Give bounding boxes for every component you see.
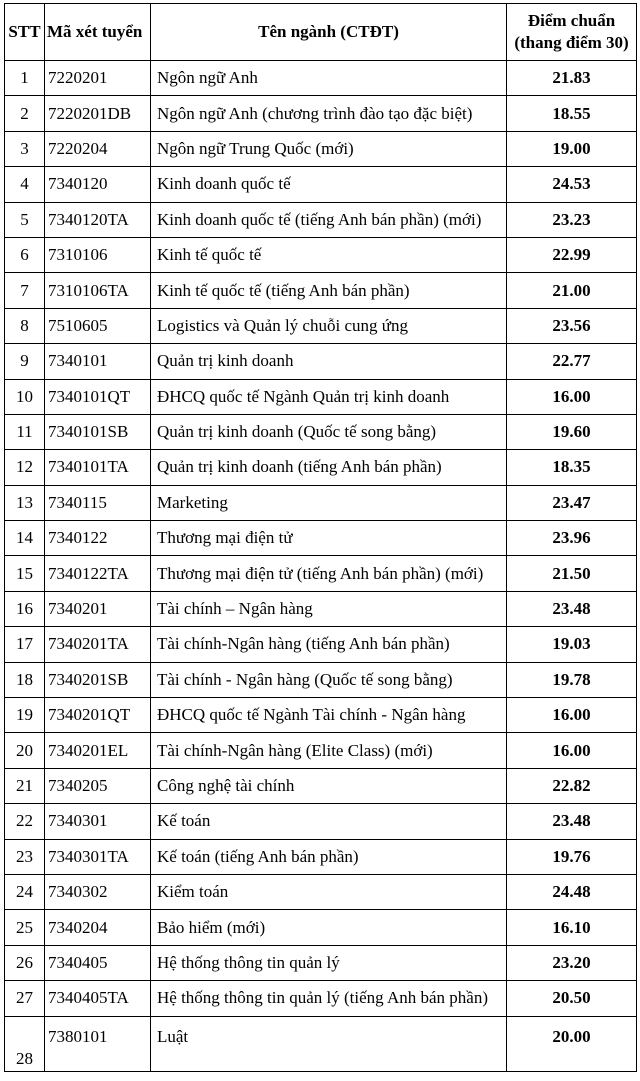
table-row xyxy=(5,308,637,343)
cell-code: 7340122TA xyxy=(45,556,151,591)
cell-name: Hệ thống thông tin quản lý (tiếng Anh bán phần) xyxy=(151,981,507,1016)
cell-name: Kiểm toán xyxy=(151,874,507,909)
cell-stt: 25 xyxy=(5,910,45,945)
cell-code: 7510605 xyxy=(45,308,151,343)
cell-name: Ngôn ngữ Anh (chương trình đào tạo đặc biệt) xyxy=(151,96,507,131)
table-row xyxy=(5,414,637,449)
cell-code: 7380101 xyxy=(45,1016,151,1071)
cell-name: Kinh tế quốc tế xyxy=(151,237,507,272)
cell-score: 23.56 xyxy=(507,308,637,343)
cell-name: Bảo hiểm (mới) xyxy=(151,910,507,945)
cell-code: 7310106 xyxy=(45,237,151,272)
cell-score: 16.00 xyxy=(507,379,637,414)
cell-stt: 17 xyxy=(5,627,45,662)
cell-stt: 27 xyxy=(5,981,45,1016)
cell-score: 16.00 xyxy=(507,698,637,733)
cell-code: 7310106TA xyxy=(45,273,151,308)
table-row xyxy=(5,485,637,520)
cell-name: Quản trị kinh doanh (Quốc tế song bằng) xyxy=(151,414,507,449)
cell-code: 7340101 xyxy=(45,344,151,379)
table-row xyxy=(5,981,637,1016)
table-row xyxy=(5,874,637,909)
cell-code: 7340201TA xyxy=(45,627,151,662)
cell-code: 7340201SB xyxy=(45,662,151,697)
table-row xyxy=(5,521,637,556)
cell-code: 7340301TA xyxy=(45,839,151,874)
header-score-line1: Điểm chuẩn xyxy=(527,11,616,30)
table-body xyxy=(5,61,637,1072)
cell-stt: 19 xyxy=(5,698,45,733)
table-row xyxy=(5,768,637,803)
table-row xyxy=(5,804,637,839)
cell-code: 7340115 xyxy=(45,485,151,520)
cell-score: 21.83 xyxy=(507,61,637,96)
cell-stt: 15 xyxy=(5,556,45,591)
cell-stt: 28 xyxy=(5,1016,45,1071)
table-row xyxy=(5,237,637,272)
cell-name: Kinh doanh quốc tế (tiếng Anh bán phần) (mới) xyxy=(151,202,507,237)
cell-name: Kinh tế quốc tế (tiếng Anh bán phần) xyxy=(151,273,507,308)
cell-code: 7340302 xyxy=(45,874,151,909)
cell-score: 24.48 xyxy=(507,874,637,909)
cell-code: 7340405TA xyxy=(45,981,151,1016)
cell-stt: 5 xyxy=(5,202,45,237)
cell-stt: 9 xyxy=(5,344,45,379)
cell-score: 22.99 xyxy=(507,237,637,272)
cell-name: Công nghệ tài chính xyxy=(151,768,507,803)
cell-name: Quản trị kinh doanh xyxy=(151,344,507,379)
cell-name: ĐHCQ quốc tế Ngành Tài chính - Ngân hàng xyxy=(151,698,507,733)
cell-score: 19.76 xyxy=(507,839,637,874)
cell-code: 7340204 xyxy=(45,910,151,945)
cell-stt: 1 xyxy=(5,61,45,96)
cell-name: Tài chính - Ngân hàng (Quốc tế song bằng) xyxy=(151,662,507,697)
table-row xyxy=(5,1016,637,1071)
table-row xyxy=(5,131,637,166)
cell-stt: 7 xyxy=(5,273,45,308)
table-row xyxy=(5,202,637,237)
cell-code: 7340201EL xyxy=(45,733,151,768)
header-name: Tên ngành (CTĐT) xyxy=(151,4,507,61)
cell-stt: 21 xyxy=(5,768,45,803)
cell-score: 23.48 xyxy=(507,591,637,626)
cell-code: 7220201 xyxy=(45,61,151,96)
cell-code: 7340205 xyxy=(45,768,151,803)
cell-score: 19.78 xyxy=(507,662,637,697)
cell-stt: 12 xyxy=(5,450,45,485)
cell-name: Ngôn ngữ Anh xyxy=(151,61,507,96)
cell-stt: 10 xyxy=(5,379,45,414)
cell-name: Ngôn ngữ Trung Quốc (mới) xyxy=(151,131,507,166)
cell-name: Kế toán xyxy=(151,804,507,839)
table-row xyxy=(5,273,637,308)
header-code: Mã xét tuyển xyxy=(45,4,151,61)
cell-score: 23.96 xyxy=(507,521,637,556)
table-row xyxy=(5,167,637,202)
table-row xyxy=(5,733,637,768)
table-row xyxy=(5,627,637,662)
cell-stt: 8 xyxy=(5,308,45,343)
cell-score: 23.47 xyxy=(507,485,637,520)
cell-stt: 16 xyxy=(5,591,45,626)
cell-code: 7340201QT xyxy=(45,698,151,733)
header-score xyxy=(507,4,637,61)
cell-score: 18.35 xyxy=(507,450,637,485)
table-row xyxy=(5,698,637,733)
cell-code: 7220201DB xyxy=(45,96,151,131)
cell-score: 24.53 xyxy=(507,167,637,202)
cell-code: 7340405 xyxy=(45,945,151,980)
cell-name: Marketing xyxy=(151,485,507,520)
cell-code: 7340101TA xyxy=(45,450,151,485)
table-row xyxy=(5,945,637,980)
cell-name: Tài chính – Ngân hàng xyxy=(151,591,507,626)
cell-stt: 22 xyxy=(5,804,45,839)
cell-code: 7340122 xyxy=(45,521,151,556)
cell-name: Kinh doanh quốc tế xyxy=(151,167,507,202)
cell-score: 23.48 xyxy=(507,804,637,839)
cell-score: 16.00 xyxy=(507,733,637,768)
table-row xyxy=(5,556,637,591)
cell-name: Quản trị kinh doanh (tiếng Anh bán phần) xyxy=(151,450,507,485)
cell-code: 7340301 xyxy=(45,804,151,839)
table-row xyxy=(5,61,637,96)
cell-score: 21.00 xyxy=(507,273,637,308)
cell-stt: 13 xyxy=(5,485,45,520)
cell-stt: 26 xyxy=(5,945,45,980)
cell-stt: 3 xyxy=(5,131,45,166)
cell-stt: 2 xyxy=(5,96,45,131)
table-row xyxy=(5,450,637,485)
cell-name: Thương mại điện tử xyxy=(151,521,507,556)
cell-score: 19.60 xyxy=(507,414,637,449)
cell-score: 22.82 xyxy=(507,768,637,803)
table-row xyxy=(5,839,637,874)
admission-score-table-container xyxy=(4,3,636,1072)
cell-score: 22.77 xyxy=(507,344,637,379)
cell-stt: 14 xyxy=(5,521,45,556)
table-row xyxy=(5,662,637,697)
table-row xyxy=(5,379,637,414)
cell-score: 19.00 xyxy=(507,131,637,166)
admission-score-table xyxy=(4,3,637,1072)
cell-name: Kế toán (tiếng Anh bán phần) xyxy=(151,839,507,874)
cell-stt: 20 xyxy=(5,733,45,768)
cell-code: 7340201 xyxy=(45,591,151,626)
table-header-row xyxy=(5,4,637,61)
cell-code: 7220204 xyxy=(45,131,151,166)
cell-code: 7340101SB xyxy=(45,414,151,449)
cell-name: Tài chính-Ngân hàng (tiếng Anh bán phần) xyxy=(151,627,507,662)
cell-score: 20.50 xyxy=(507,981,637,1016)
cell-score: 21.50 xyxy=(507,556,637,591)
cell-name: Tài chính-Ngân hàng (Elite Class) (mới) xyxy=(151,733,507,768)
cell-code: 7340101QT xyxy=(45,379,151,414)
cell-score: 16.10 xyxy=(507,910,637,945)
cell-stt: 18 xyxy=(5,662,45,697)
cell-name: Luật xyxy=(151,1016,507,1071)
cell-stt: 23 xyxy=(5,839,45,874)
cell-name: Hệ thống thông tin quản lý xyxy=(151,945,507,980)
cell-stt: 11 xyxy=(5,414,45,449)
cell-score: 19.03 xyxy=(507,627,637,662)
cell-name: Thương mại điện tử (tiếng Anh bán phần) (mới) xyxy=(151,556,507,591)
header-stt: STT xyxy=(5,4,45,61)
header-score-line2: (thang điểm 30) xyxy=(514,33,629,52)
cell-score: 23.23 xyxy=(507,202,637,237)
table-row xyxy=(5,96,637,131)
cell-code: 7340120TA xyxy=(45,202,151,237)
cell-name: ĐHCQ quốc tế Ngành Quản trị kinh doanh xyxy=(151,379,507,414)
table-row xyxy=(5,344,637,379)
cell-name: Logistics và Quản lý chuỗi cung ứng xyxy=(151,308,507,343)
cell-code: 7340120 xyxy=(45,167,151,202)
cell-stt: 4 xyxy=(5,167,45,202)
table-row xyxy=(5,910,637,945)
cell-stt: 6 xyxy=(5,237,45,272)
cell-score: 20.00 xyxy=(507,1016,637,1071)
cell-stt: 24 xyxy=(5,874,45,909)
cell-score: 18.55 xyxy=(507,96,637,131)
table-row xyxy=(5,591,637,626)
cell-score: 23.20 xyxy=(507,945,637,980)
